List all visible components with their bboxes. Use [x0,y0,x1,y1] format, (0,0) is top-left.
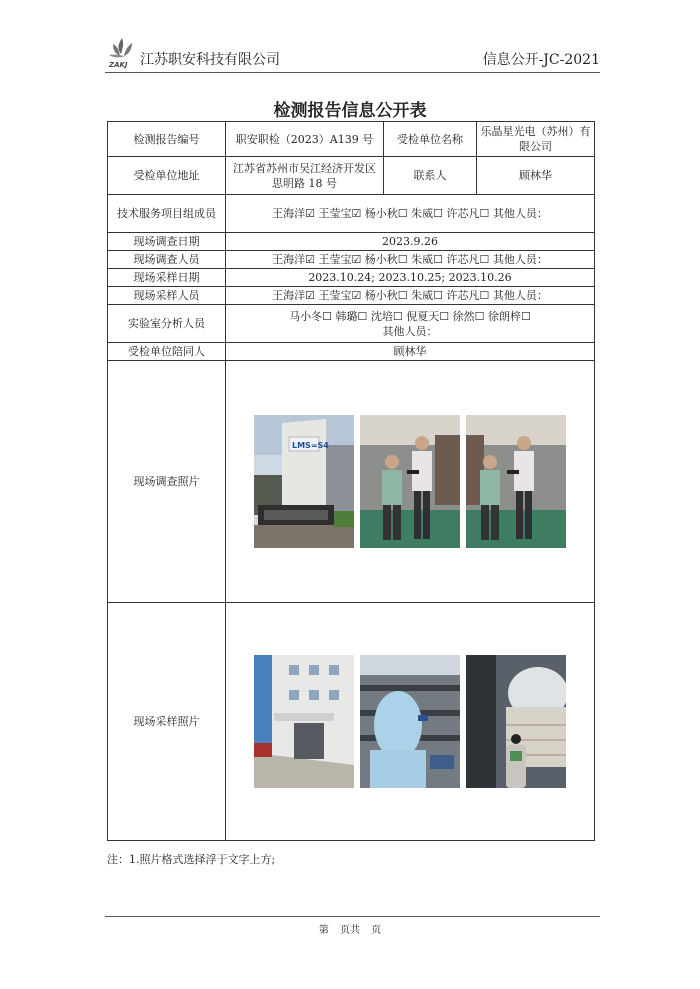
unit-name: 乐晶星光电（苏州）有限公司 [477,122,595,157]
table-row [108,233,595,251]
survey-photo-building [254,415,354,548]
lab-staff-line: 马小冬☐ 韩璐☐ 沈培☐ 倪夏天☐ 徐然☐ 徐朗梓☐ [289,309,531,323]
sampling-staff-label: 现场采样人员 [108,287,226,305]
survey-photo-workers-2 [466,415,566,548]
survey-staff-label: 现场调查人员 [108,251,226,269]
sampling-date: 2023.10.24; 2023.10.25; 2023.10.26 [226,269,595,287]
footnote: 注：1.照片格式选择浮于文字上方; [107,853,276,866]
contact-label: 联系人 [384,157,477,195]
company-name: 江苏职安科技有限公司 [140,52,280,68]
lab-staff-other: 其他人员： [382,324,438,338]
address: 江苏省苏州市吴江经济开发区思明路 18 号 [226,157,384,195]
sampling-photo-meter [466,655,566,788]
escort: 顾林华 [226,343,595,361]
footer-rule [105,916,600,917]
report-no: 职安职检（2023）A139 号 [226,122,384,157]
building-sign-text: LMS=S4 [292,441,329,450]
sampling-photos-cell [226,603,595,841]
sampling-date-label: 现场采样日期 [108,269,226,287]
page-title: 检测报告信息公开表 [273,101,427,121]
page-number: 第 页共 页 [318,925,382,936]
table-row [108,122,595,157]
table-row [108,603,595,841]
escort-label: 受检单位陪同人 [108,343,226,361]
table-row [108,287,595,305]
page-header [105,34,600,73]
unit-name-label: 受检单位名称 [384,122,477,157]
lab-staff [226,305,595,343]
survey-date: 2023.9.26 [226,233,595,251]
sampling-photo-worker [360,655,460,788]
survey-photos-label: 现场调查照片 [108,361,226,603]
report-table [107,121,595,841]
survey-photo-workers-1 [360,415,460,548]
document-code: 信息公开-JC-2021 [482,52,600,68]
team-label: 技术服务项目组成员 [108,195,226,233]
report-no-label: 检测报告编号 [108,122,226,157]
lab-staff-label: 实验室分析人员 [108,305,226,343]
table-row [108,195,595,233]
team-members: 王海洋☑ 王莹宝☑ 杨小秋☐ 朱威☐ 许芯凡☐ 其他人员： [226,195,595,233]
sampling-photo-building [254,655,354,788]
svg-text:ZAKJ: ZAKJ [109,61,128,69]
address-label: 受检单位地址 [108,157,226,195]
sampling-photos-label: 现场采样照片 [108,603,226,841]
table-row [108,157,595,195]
table-row [108,305,595,343]
survey-date-label: 现场调查日期 [108,233,226,251]
survey-photos-cell [226,361,595,603]
table-row [108,251,595,269]
table-row [108,343,595,361]
survey-staff: 王海洋☑ 王莹宝☑ 杨小秋☐ 朱威☐ 许芯凡☐ 其他人员： [226,251,595,269]
company-logo [105,34,139,70]
table-row [108,361,595,603]
table-row [108,269,595,287]
sampling-staff: 王海洋☑ 王莹宝☑ 杨小秋☐ 朱威☐ 许芯凡☐ 其他人员： [226,287,595,305]
contact: 顾林华 [477,157,595,195]
